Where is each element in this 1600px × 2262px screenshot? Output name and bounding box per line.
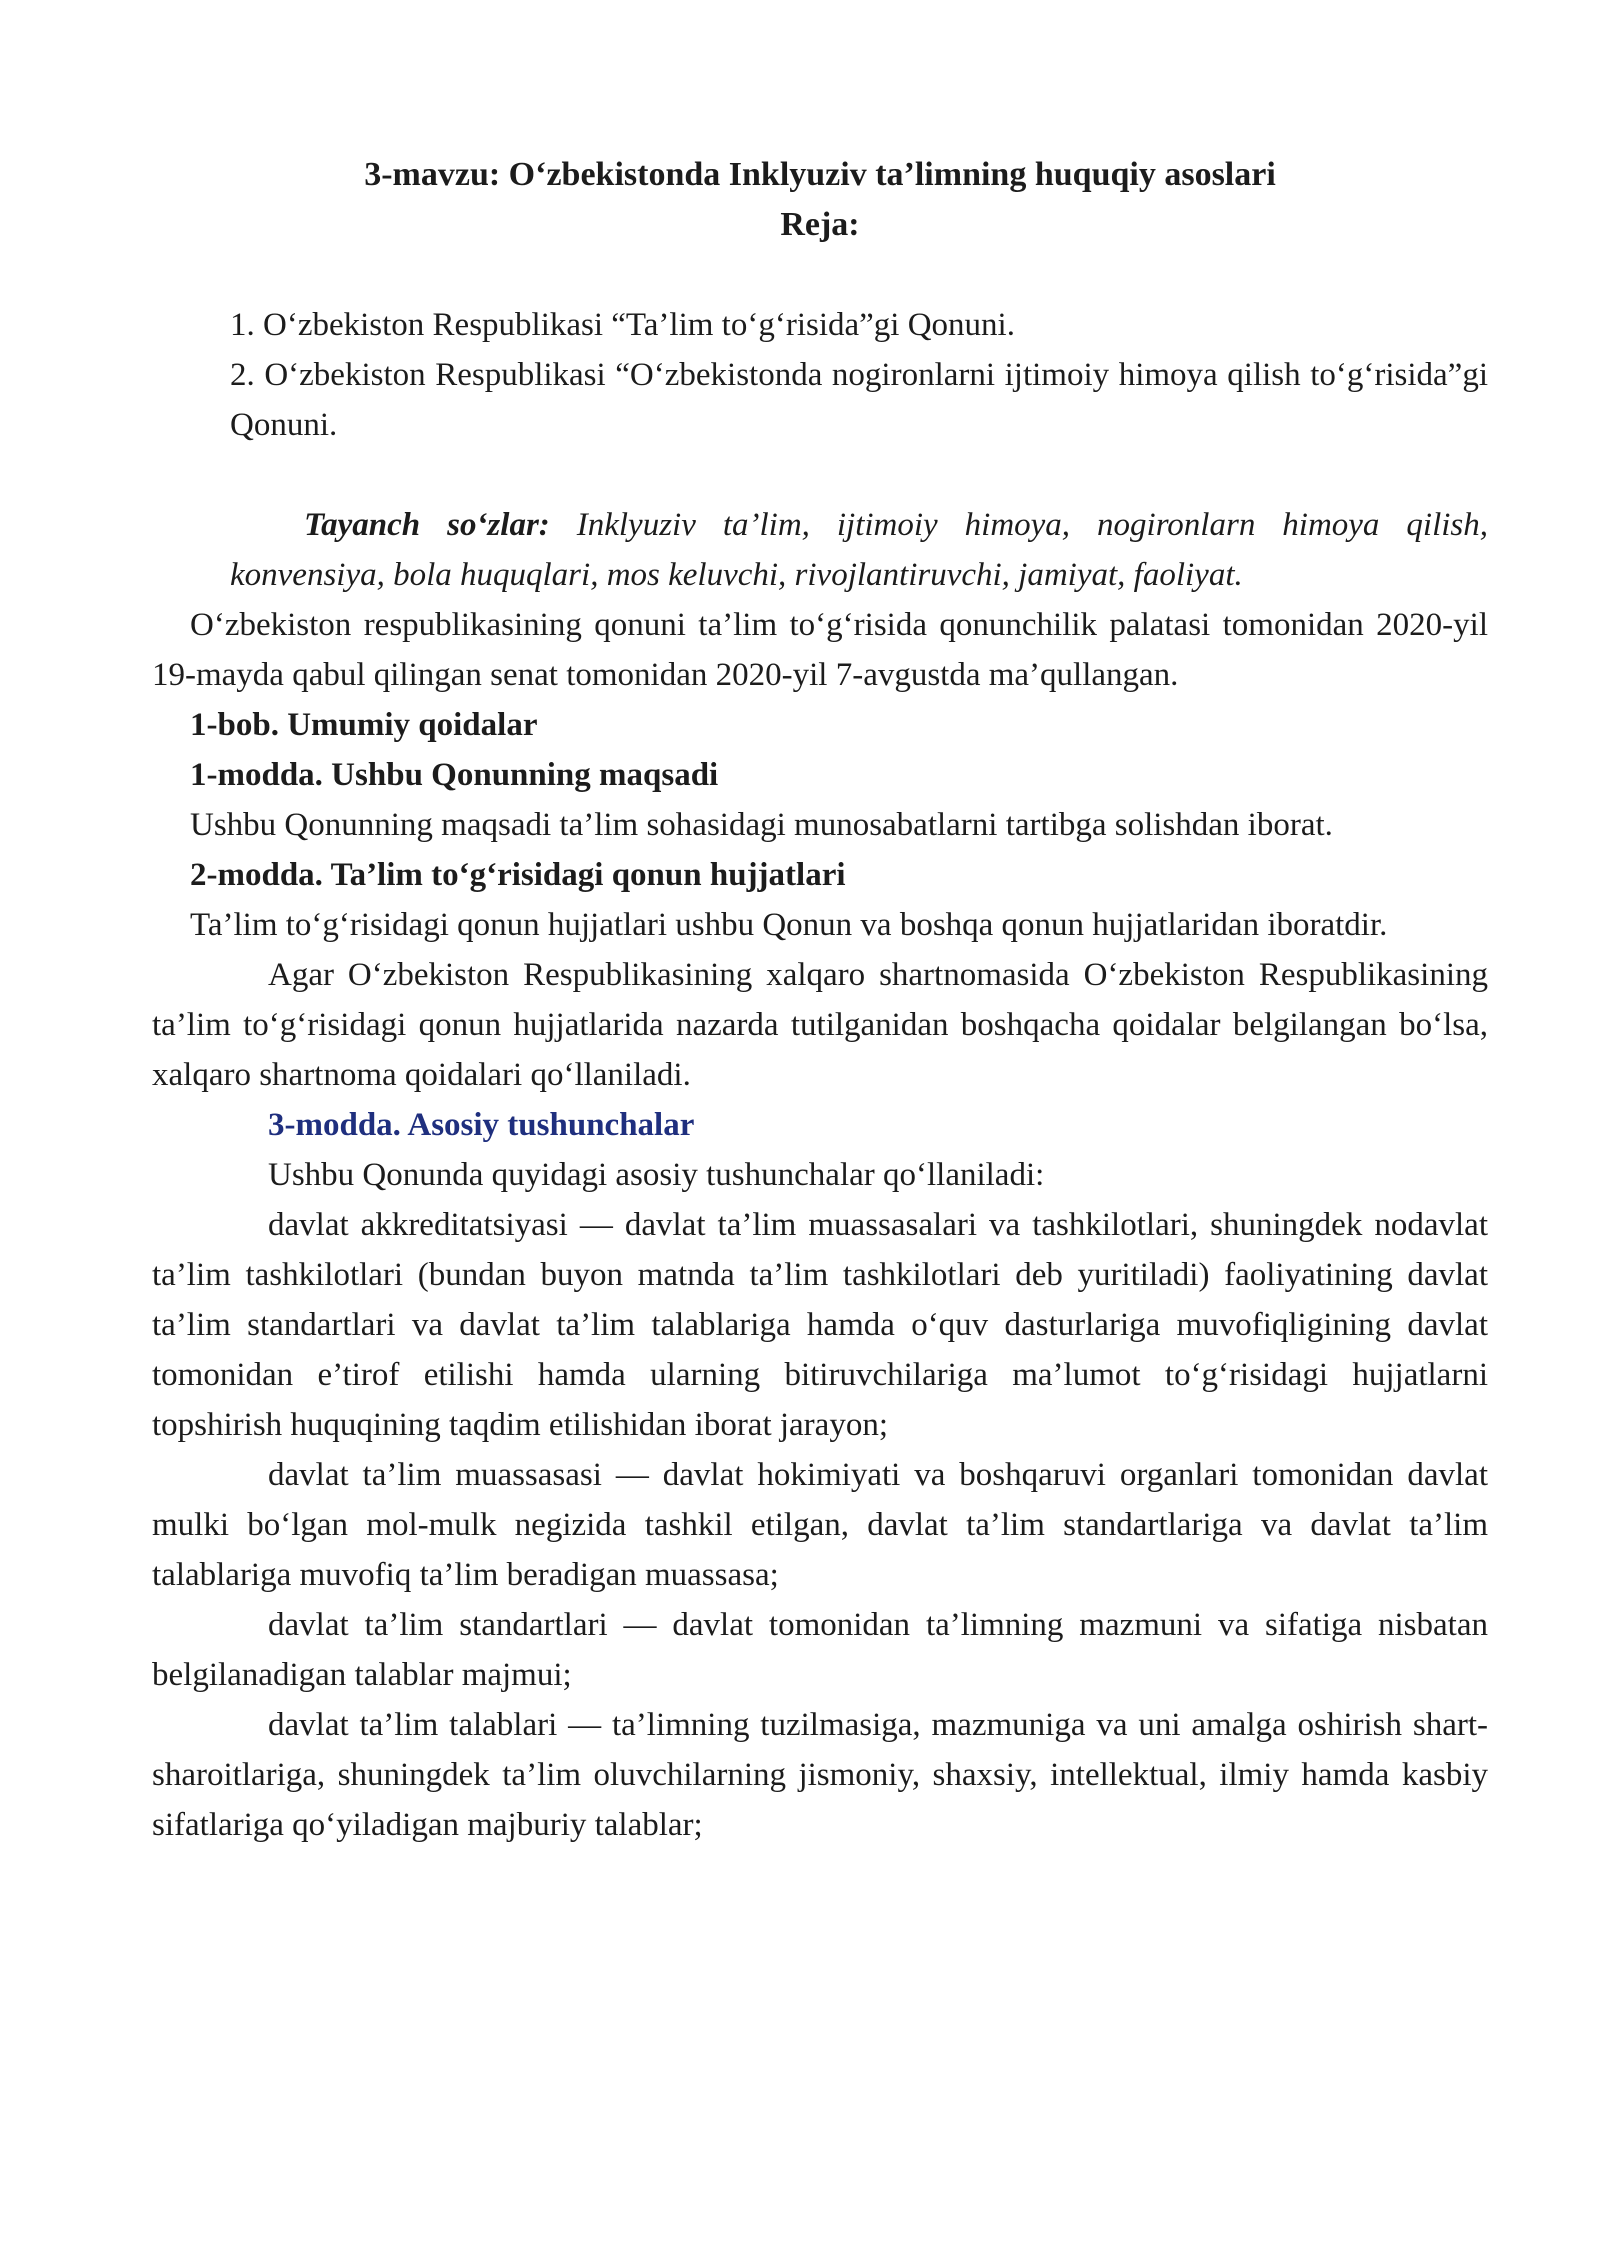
keywords-paragraph: [152, 500, 1488, 600]
chapter-heading: 1-bob. Umumiy qoidalar: [190, 707, 538, 743]
definition-paragraph: davlat ta’lim talablari — ta’limning tuzilmasiga, mazmuniga va uni amalga oshirish shart-sharoitlariga, shuningdek ta’lim oluvchilarning jismoniy, shaxsiy, intellektual, ilmiy hamda kasbiy sifatlariga qo‘yiladigan majburiy talablar;: [152, 1707, 1488, 1843]
article-2-heading: 2-modda. Ta’lim to‘g‘risidagi qonun hujjatlari: [190, 857, 846, 893]
document-body: [152, 150, 1488, 1850]
definition-paragraph: davlat ta’lim muassasasi — davlat hokimiyati va boshqaruvi organlari tomonidan davlat mulki bo‘lgan mol-mulk negizida tashkil etilgan, davlat ta’lim standartlariga va davlat ta’lim talablariga muvofiq ta’lim beradigan muassasa;: [152, 1457, 1488, 1593]
article-3-intro: Ushbu Qonunda quyidagi asosiy tushunchalar qo‘llaniladi:: [268, 1157, 1045, 1193]
article-1-heading: 1-modda. Ushbu Qonunning maqsadi: [190, 757, 719, 793]
spacer: [152, 450, 1488, 500]
plan-item: 1. O‘zbekiston Respublikasi “Ta’lim to‘g‘risida”gi Qonuni.: [230, 307, 1015, 343]
plan-heading: Reja:: [780, 206, 860, 243]
plan-list: [152, 300, 1488, 450]
definition-paragraph: davlat ta’lim standartlari — davlat tomonidan ta’limning mazmuni va sifatiga nisbatan belgilanadigan talablar majmui;: [152, 1607, 1488, 1693]
document-title: 3-mavzu: O‘zbekistonda Inklyuziv ta’limning huquqiy asoslari: [364, 156, 1276, 193]
article-2-text-1: Ta’lim to‘g‘risidagi qonun hujjatlari ushbu Qonun va boshqa qonun hujjatlaridan iboratdir.: [190, 907, 1388, 943]
keywords-label: Tayanch so‘zlar:: [304, 507, 550, 543]
keywords-text: Inklyuziv ta’lim, ijtimoiy himoya, nogironlarn himoya qilish, konvensiya, bola huquqlari, mos keluvchi, rivojlantiruvchi, jamiyat, faoliyat.: [230, 507, 1488, 593]
article-3-heading: 3-modda. Asosiy tushunchalar: [268, 1107, 695, 1143]
definition-paragraph: davlat akkreditatsiyasi — davlat ta’lim muassasalari va tashkilotlari, shuningdek nodavlat ta’lim tashkilotlari (bundan buyon matnda ta’lim tashkilotlari deb yuritiladi) faoliyatining davlat ta’lim standartlari va davlat ta’lim talablariga hamda o‘quv dasturlariga muvofiqligining davlat tomonidan e’tirof etilishi hamda ularning bitiruvchilariga ma’lumot to‘g‘risidagi hujjatlarni topshirish huquqining taqdim etilishidan iborat jarayon;: [152, 1207, 1488, 1443]
intro-paragraph: O‘zbekiston respublikasining qonuni ta’lim to‘g‘risida qonunchilik palatasi tomonidan 2020-yil 19-mayda qabul qilingan senat tomonidan 2020-yil 7-avgustda ma’qullangan.: [152, 607, 1488, 693]
plan-item: 2. O‘zbekiston Respublikasi “O‘zbekistonda nogironlarni ijtimoiy himoya qilish to‘g‘risida”gi Qonuni.: [230, 357, 1488, 443]
article-2-text-2: Agar O‘zbekiston Respublikasining xalqaro shartnomasida O‘zbekiston Respublikasining ta’lim to‘g‘risidagi qonun hujjatlarida nazarda tutilganidan boshqacha qoidalar belgilangan bo‘lsa, xalqaro shartnoma qoidalari qo‘llaniladi.: [152, 957, 1488, 1093]
spacer: [152, 250, 1488, 300]
article-1-text: Ushbu Qonunning maqsadi ta’lim sohasidagi munosabatlarni tartibga solishdan iborat.: [190, 807, 1333, 843]
